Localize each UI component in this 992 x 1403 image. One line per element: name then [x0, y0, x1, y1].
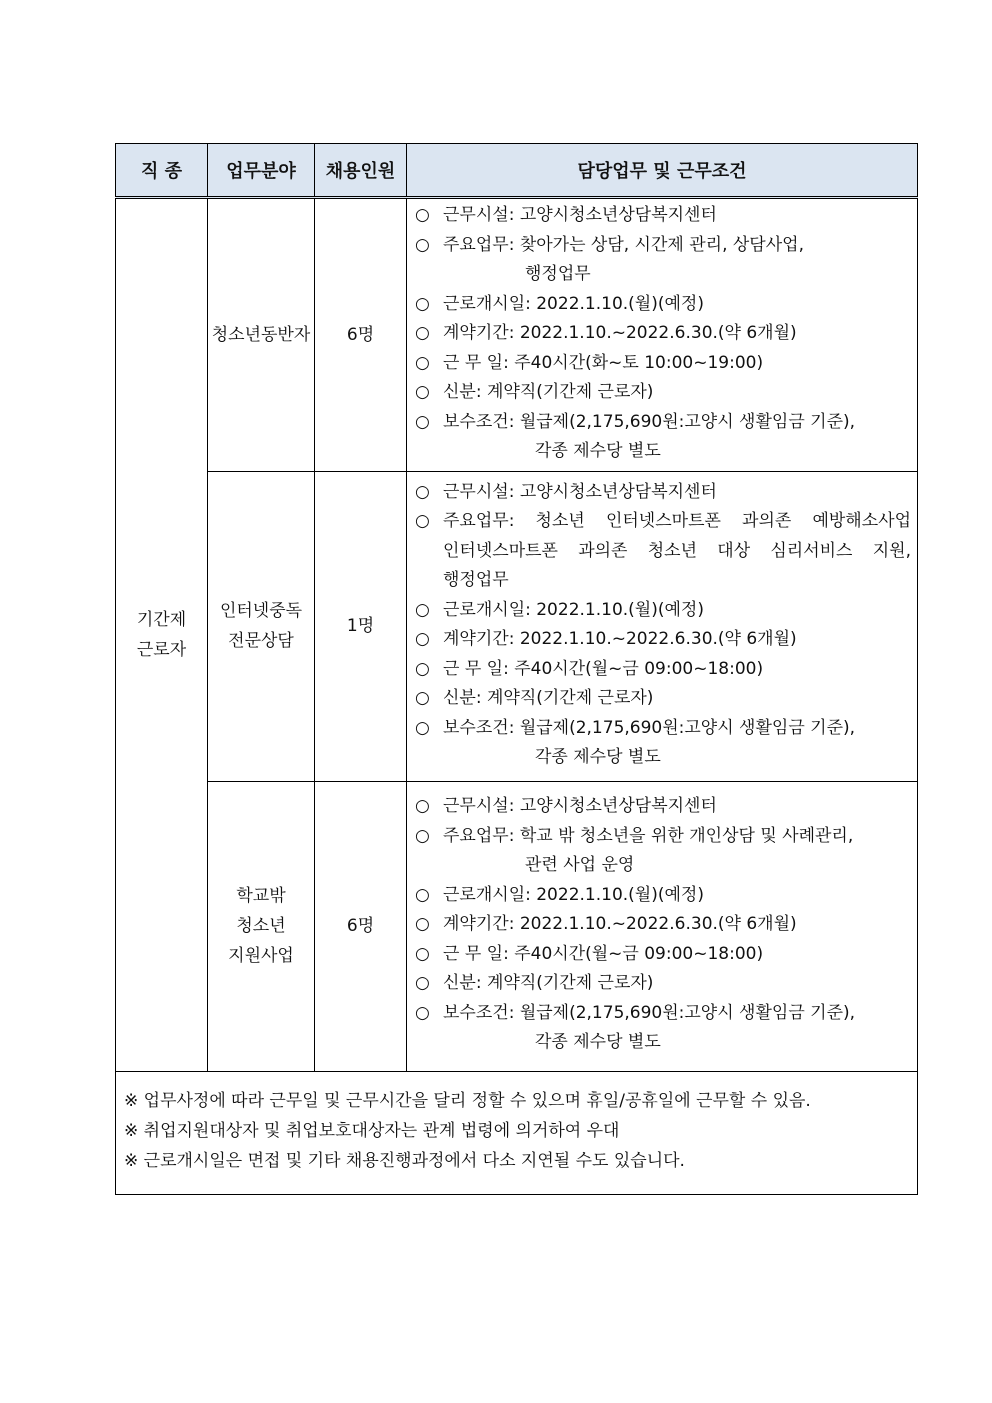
bullet-icon: ○: [415, 943, 430, 964]
notes-cell: [116, 1071, 918, 1194]
header-row: [116, 144, 918, 198]
bullet-icon: ○: [415, 914, 430, 935]
field-name: 학교밖: [236, 886, 286, 906]
indent-spacer: [407, 537, 443, 567]
duty-line: [407, 478, 917, 508]
header-hire-count: 채용인원: [315, 144, 407, 198]
bullet-icon: ○: [415, 511, 430, 531]
duties-cell: [407, 471, 918, 781]
duty-line: [407, 714, 917, 744]
field-name: 인터넷중독: [219, 601, 303, 621]
duty-line: [407, 969, 917, 999]
field-name: 청소년: [236, 916, 286, 936]
duty-line: [407, 349, 917, 379]
duty-text: 계약기간: 2022.1.10.~2022.6.30.(약 6개월): [443, 629, 797, 649]
duty-line: [407, 319, 917, 349]
duty-text: 신분: 계약직(기간제 근로자): [443, 973, 654, 994]
table-row: [116, 198, 918, 472]
field-name: 청소년동반자: [211, 324, 311, 345]
note-line: ※ 업무사정에 따라 근무일 및 근무시간을 달리 정할 수 있으며 휴일/공휴일에 근무할 수 있음.: [124, 1090, 811, 1111]
bullet-icon: ○: [415, 205, 430, 225]
bullet-icon: ○: [415, 411, 430, 432]
duty-continuation: 행정업무: [443, 570, 509, 590]
duty-text: 근로개시일: 2022.1.10.(월)(예정): [443, 293, 704, 314]
duty-text: 근무시설: 고양시청소년상담복지센터: [443, 796, 717, 817]
duty-continuation: 인터넷스마트폰 과의존 청소년 대상 심리서비스 지원,: [443, 540, 911, 561]
job-type-line: 기간제: [136, 609, 187, 630]
count-cell: 6명: [315, 781, 407, 1071]
bullet-icon: ○: [415, 658, 430, 679]
duty-text: 근무시설: 고양시청소년상담복지센터: [443, 481, 717, 502]
bullet-icon: ○: [415, 481, 430, 502]
duty-continuation: 각종 제수당 별도: [535, 747, 661, 767]
recruitment-table: [115, 143, 918, 1195]
duty-text: 주요업무: 청소년 인터넷스마트폰 과의존 예방해소사업: [443, 511, 911, 531]
table-row: [116, 781, 918, 1071]
bullet-icon: ○: [415, 382, 430, 402]
duties-cell: [407, 198, 918, 472]
duty-text: 근무시설: 고양시청소년상담복지센터: [443, 205, 717, 225]
duty-line: [407, 596, 917, 626]
duty-text: 보수조건: 월급제(2,175,690원:고양시 생활임금 기준),: [443, 411, 856, 432]
bullet-icon: ○: [415, 293, 430, 314]
field-cell: [208, 781, 315, 1071]
count-cell: 6명: [315, 198, 407, 472]
field-cell: [208, 198, 315, 472]
duty-continuation: 관련 사업 운영: [525, 855, 635, 876]
table-row: [116, 471, 918, 781]
duty-continuation: 행정업무: [525, 264, 591, 284]
duty-line: [407, 507, 917, 537]
bullet-icon: ○: [415, 323, 430, 343]
duty-continuation-line: [407, 537, 917, 567]
count-cell: 1명: [315, 471, 407, 781]
duty-text: 근로개시일: 2022.1.10.(월)(예정): [443, 884, 704, 905]
job-type-line: 근로자: [136, 639, 187, 660]
duty-line: [407, 684, 917, 714]
bullet-icon: ○: [415, 629, 430, 649]
duty-line: [407, 290, 917, 320]
duty-text: 근 무 일: 주40시간(월~금 09:00~18:00): [443, 943, 764, 964]
duty-line: [407, 625, 917, 655]
job-type-cell: [116, 198, 208, 1072]
duty-line: [407, 910, 917, 940]
duty-line: [407, 999, 917, 1029]
bullet-icon: ○: [415, 599, 430, 620]
duty-text: 근 무 일: 주40시간(화~토 10:00~19:00): [443, 352, 764, 373]
bullet-icon: ○: [415, 796, 430, 817]
duty-text: 보수조건: 월급제(2,175,690원:고양시 생활임금 기준),: [443, 1002, 856, 1023]
notes-row: [116, 1071, 918, 1194]
note-line: ※ 근로개시일은 면접 및 기타 채용진행과정에서 다소 지연될 수도 있습니다.: [124, 1150, 685, 1171]
duty-line: [407, 655, 917, 685]
duty-text: 신분: 계약직(기간제 근로자): [443, 382, 654, 402]
field-name: 전문상담: [228, 631, 294, 651]
bullet-icon: ○: [415, 352, 430, 373]
duty-text: 근 무 일: 주40시간(월~금 09:00~18:00): [443, 658, 764, 679]
duty-text: 계약기간: 2022.1.10.~2022.6.30.(약 6개월): [443, 914, 797, 935]
duty-line: [407, 822, 917, 852]
bullet-icon: ○: [415, 688, 430, 708]
duty-text: 주요업무: 학교 밖 청소년을 위한 개인상담 및 사례관리,: [443, 825, 854, 846]
duty-line: [407, 231, 917, 261]
duty-text: 주요업무: 찾아가는 상담, 시간제 관리, 상담사업,: [443, 234, 804, 255]
bullet-icon: ○: [415, 1002, 430, 1023]
duty-line: [407, 881, 917, 911]
header-duties: 담당업무 및 근무조건: [407, 144, 918, 198]
header-job-type: 직 종: [116, 144, 208, 198]
bullet-icon: ○: [415, 234, 430, 255]
note-line: ※ 취업지원대상자 및 취업보호대상자는 관계 법령에 의거하여 우대: [124, 1120, 620, 1141]
duty-continuation: 각종 제수당 별도: [535, 441, 661, 461]
duties-cell: [407, 781, 918, 1071]
bullet-icon: ○: [415, 884, 430, 905]
duty-text: 근로개시일: 2022.1.10.(월)(예정): [443, 599, 704, 620]
field-name: 지원사업: [228, 946, 294, 966]
duty-line: [407, 792, 917, 822]
duty-text: 계약기간: 2022.1.10.~2022.6.30.(약 6개월): [443, 323, 797, 343]
duty-line: [407, 940, 917, 970]
bullet-icon: ○: [415, 717, 430, 738]
duty-text: 보수조건: 월급제(2,175,690원:고양시 생활임금 기준),: [443, 717, 856, 738]
duty-continuation: 각종 제수당 별도: [535, 1032, 661, 1053]
duty-text: 신분: 계약직(기간제 근로자): [443, 688, 654, 708]
field-cell: [208, 471, 315, 781]
duty-line: [407, 408, 917, 438]
duty-line: [407, 378, 917, 408]
bullet-icon: ○: [415, 825, 430, 846]
bullet-icon: ○: [415, 973, 430, 994]
header-work-field: 업무분야: [208, 144, 315, 198]
duty-line: [407, 201, 917, 231]
